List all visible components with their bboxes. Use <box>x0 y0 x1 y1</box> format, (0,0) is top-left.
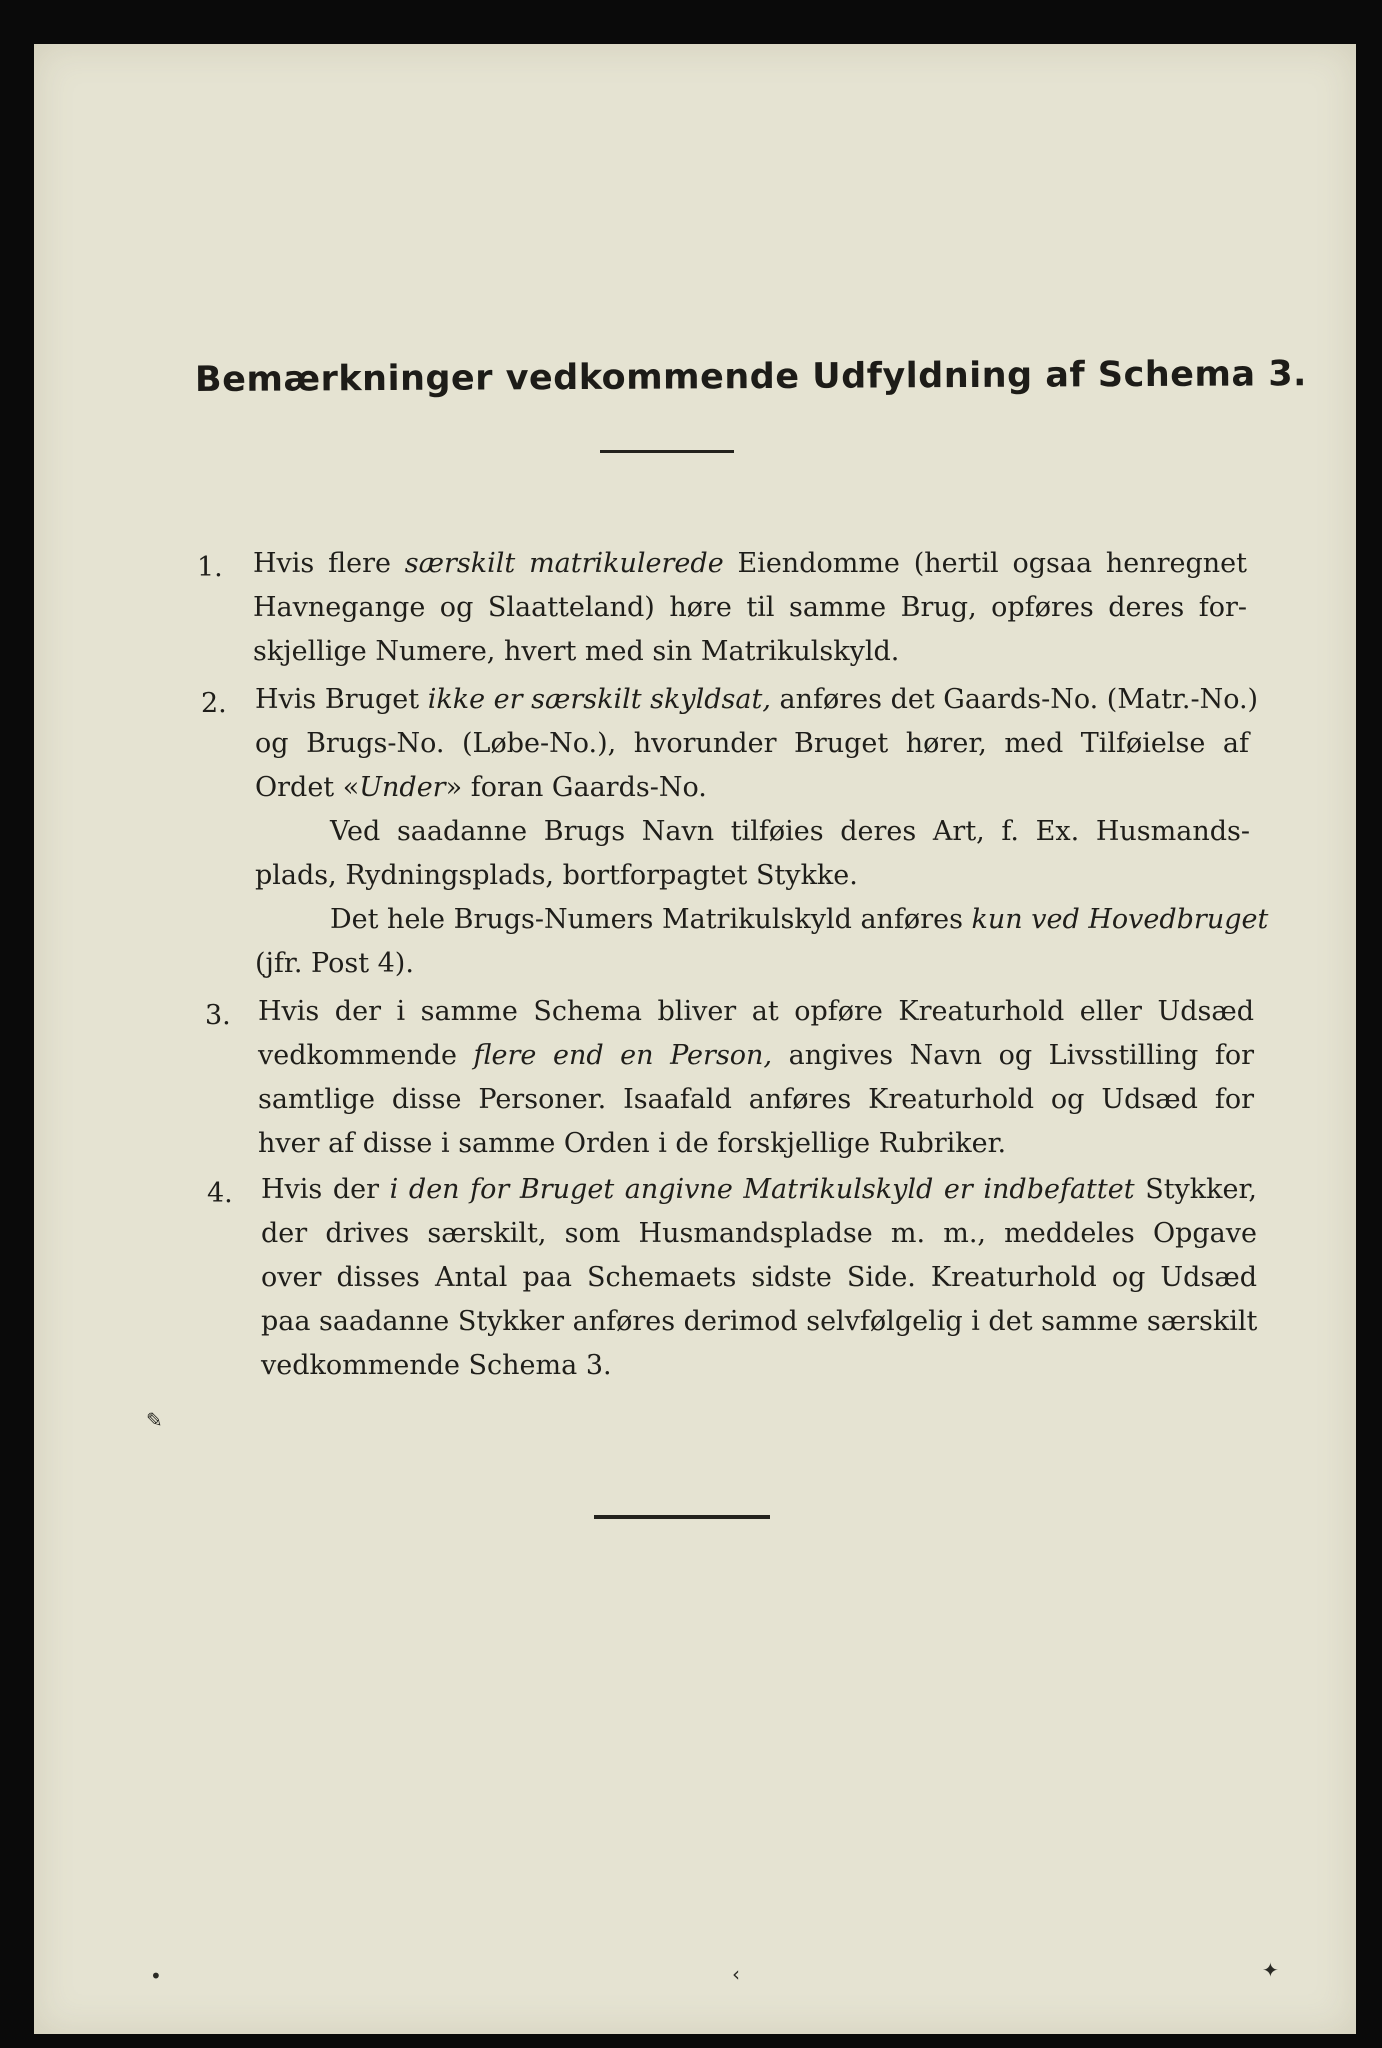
scan-speck: ‹ <box>732 1962 740 1986</box>
text-line: Ved saadanne Brugs Navn tilføies deres Art, f. Ex. Husmands- <box>330 816 1250 847</box>
scan-speck: ✎ <box>146 1408 163 1432</box>
scan-speck: • <box>150 1964 162 1988</box>
text-line: vedkommende Schema 3. <box>261 1350 612 1381</box>
closing-divider <box>594 1515 770 1519</box>
text-line: der drives særskilt, som Husmandspladse m. m., meddeles Opgave <box>261 1218 1257 1249</box>
item-number: 2. <box>201 688 227 719</box>
text-line: Hvis der i samme Schema bliver at opføre Kreaturhold eller Udsæd <box>258 996 1254 1027</box>
text-line: samtlige disse Personer. Isaafald anføres Kreaturhold og Udsæd for <box>258 1084 1254 1115</box>
text-line: Hvis Bruget ikke er særskilt skyldsat, anføres det Gaards-No. (Matr.-No.) <box>255 684 1259 715</box>
scan-speck: ✦ <box>1262 1958 1279 1982</box>
title-divider <box>600 450 734 453</box>
text-line: hver af disse i samme Orden i de forskjellige Rubriker. <box>258 1128 1007 1159</box>
text-line: Det hele Brugs-Numers Matrikulskyld anføres kun ved Hovedbruget <box>330 904 1269 935</box>
text-line: plads, Rydningsplads, bortforpagtet Stykke. <box>255 860 858 891</box>
text-line: og Brugs-No. (Løbe-No.), hvorunder Bruget hører, med Tilføielse af <box>255 728 1249 759</box>
text-line: paa saadanne Stykker anføres derimod selvfølgelig i det samme særskilt <box>261 1306 1258 1337</box>
item-number: 3. <box>205 1000 231 1031</box>
text-line: vedkommende flere end en Person, angives Navn og Livsstilling for <box>258 1040 1254 1071</box>
text-line: Hvis der i den for Bruget angivne Matrikulskyld er indbefattet Stykker, <box>261 1174 1258 1205</box>
item-number: 1. <box>197 552 223 583</box>
text-line: over disses Antal paa Schemaets sidste Side. Kreaturhold og Udsæd <box>261 1262 1257 1293</box>
item-number: 4. <box>207 1178 233 1209</box>
text-line: Ordet «Under» foran Gaards-No. <box>255 772 707 803</box>
text-line: Hvis flere særskilt matrikulerede Eiendomme (hertil ogsaa henregnet <box>253 548 1247 579</box>
text-line: (jfr. Post 4). <box>255 948 414 979</box>
text-line: Havnegange og Slaatteland) høre til samme Brug, opføres deres for- <box>253 592 1247 623</box>
text-line: skjellige Numere, hvert med sin Matrikulskyld. <box>253 636 900 667</box>
page-title: Bemærkninger vedkommende Udfyldning af Schema 3. <box>194 354 1308 400</box>
